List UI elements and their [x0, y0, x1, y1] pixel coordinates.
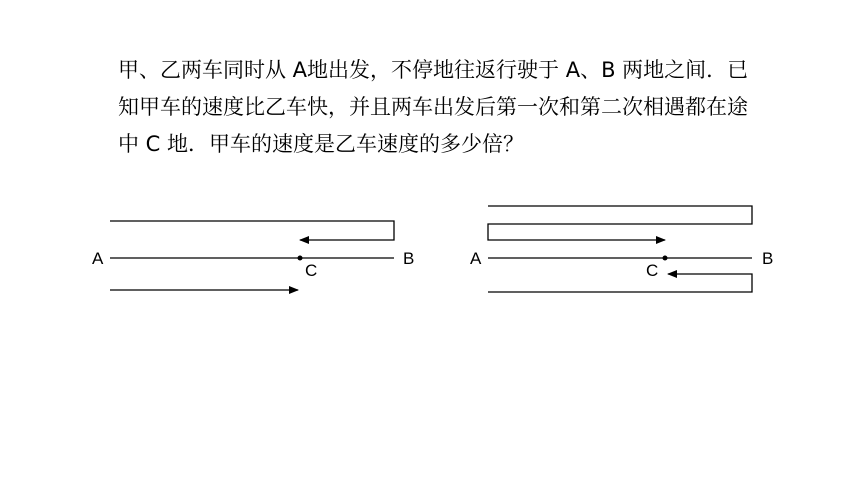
- problem-line-2: 知甲车的速度比乙车快，并且两车出发后第一次和第二次相遇都在途: [118, 95, 748, 119]
- left-label-b: B: [403, 249, 415, 268]
- problem-line-3: 中 C 地．甲车的速度是乙车速度的多少倍？: [118, 132, 525, 156]
- left-label-a: A: [92, 249, 104, 268]
- right-label-a: A: [470, 249, 482, 268]
- right-label-b: B: [762, 249, 774, 268]
- left-point-c: [298, 256, 303, 261]
- left-label-c: C: [305, 261, 318, 280]
- right-car-yi-path: [488, 274, 752, 292]
- right-diagram: [470, 206, 773, 292]
- right-label-c: C: [646, 261, 659, 280]
- problem-line-1: 甲、乙两车同时从 A地出发，不停地往返行驶于 A、B 两地之间．已: [118, 58, 749, 82]
- right-point-c: [663, 256, 668, 261]
- left-car-jia-path: [110, 221, 394, 240]
- left-diagram: [92, 221, 414, 290]
- right-car-jia-path: [488, 206, 752, 240]
